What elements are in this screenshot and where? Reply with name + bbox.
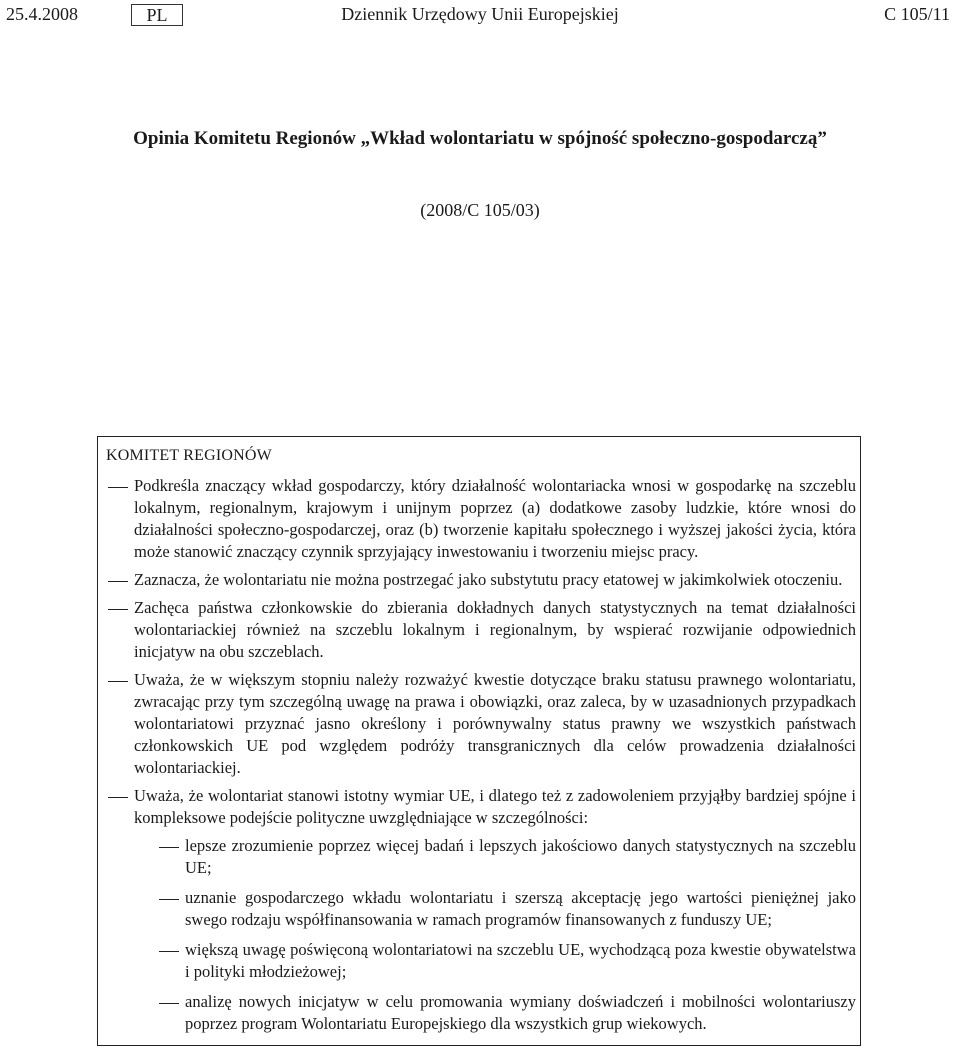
document-reference-number: (2008/C 105/03) [420, 200, 540, 220]
sub-list-item [159, 939, 856, 983]
sub-list-item-text: uznanie gospodarczego wkładu wolontariatu i szerszą akceptację jego wartości pieniężnej jako swego rodzaju współfinansowania w ramach programów finansowanych z funduszy UE; [185, 888, 856, 929]
list-item [108, 669, 856, 779]
dash-marker [108, 669, 134, 779]
list-item-text: Uważa, że w większym stopniu należy rozważyć kwestie dotyczące braku statusu prawnego wolontariatu, zwracając przy tym szczególną uwagę na prawa i obowiązki, oraz zaleca, by w uzasadnionych przypadkach wolontariatowi przyznać jasno określony i porównywalny status prawny we wszystkich państwach członkowskich UE pod względem podróży transgranicznych dla celów prowadzenia działalności wolontariackiej. [134, 670, 856, 777]
dash-marker [159, 991, 185, 1035]
dash-marker [108, 569, 134, 591]
journal-name: Dziennik Urzędowy Unii Europejskiej [341, 4, 619, 24]
page-header [0, 0, 960, 34]
organisation-heading: KOMITET REGIONÓW [106, 447, 272, 464]
list-item-text: Zachęca państwa członkowskie do zbierania dokładnych danych statystycznych na temat działalności wolontariackiej również na szczeblu lokalnym i regionalnym, by wspierać rozwijanie odpowiednich inicjatyw na obu szczeblach. [134, 598, 856, 661]
dash-marker [108, 785, 134, 1043]
list-item-text: Uważa, że wolontariat stanowi istotny wymiar UE, i dlatego też z zadowoleniem przyjąłby bardziej spójne i kompleksowe podejście polityczne uwzględniające w szczególności: [134, 786, 856, 827]
dash-marker [159, 939, 185, 983]
list-item [108, 785, 856, 1043]
points-list [108, 475, 856, 1049]
sub-list-item [159, 835, 856, 879]
list-item [108, 569, 856, 591]
list-item-text: Zaznacza, że wolontariatu nie można postrzegać jako substytutu pracy etatowej w jakimkolwiek otoczeniu. [134, 570, 843, 589]
sub-points-list [159, 835, 856, 1035]
language-badge: PL [131, 4, 183, 26]
sub-list-item-text: większą uwagę poświęconą wolontariatowi na szczeblu UE, wychodzącą poza kwestie obywatelstwa i polityki młodzieżowej; [185, 940, 856, 981]
sub-list-item [159, 991, 856, 1035]
sub-list-item-text: lepsze zrozumienie poprzez więcej badań i lepszych jakościowo danych statystycznych na szczeblu UE; [185, 836, 856, 877]
publication-date: 25.4.2008 [6, 4, 78, 24]
dash-marker [159, 887, 185, 931]
list-item-body [134, 785, 856, 1043]
dash-marker [159, 835, 185, 879]
list-item [108, 597, 856, 663]
sub-list-item [159, 887, 856, 931]
document-title: Opinia Komitetu Regionów „Wkład wolontariatu w spójność społeczno-gospodarczą” [133, 128, 827, 149]
page-reference: C 105/11 [884, 4, 950, 24]
dash-marker [108, 597, 134, 663]
sub-list-item-text: analizę nowych inicjatyw w celu promowania wymiany doświadczeń i mobilności wolontariuszy poprzez program Wolontariatu Europejskiego dla wszystkich grup wiekowych. [185, 992, 856, 1033]
list-item [108, 475, 856, 563]
list-item-text: Podkreśla znaczący wkład gospodarczy, który działalność wolontariacka wnosi w gospodarkę na szczeblu lokalnym, regionalnym, krajowym i unijnym poprzez (a) dodatkowe zasoby ludzkie, które wnosi do działalności społeczno-gospodarczej, oraz (b) tworzenie kapitału społecznego i wyższej jakości życia, która może stanowić znaczący czynnik sprzyjający inwestowaniu i tworzeniu miejsc pracy. [134, 476, 856, 561]
dash-marker [108, 475, 134, 563]
